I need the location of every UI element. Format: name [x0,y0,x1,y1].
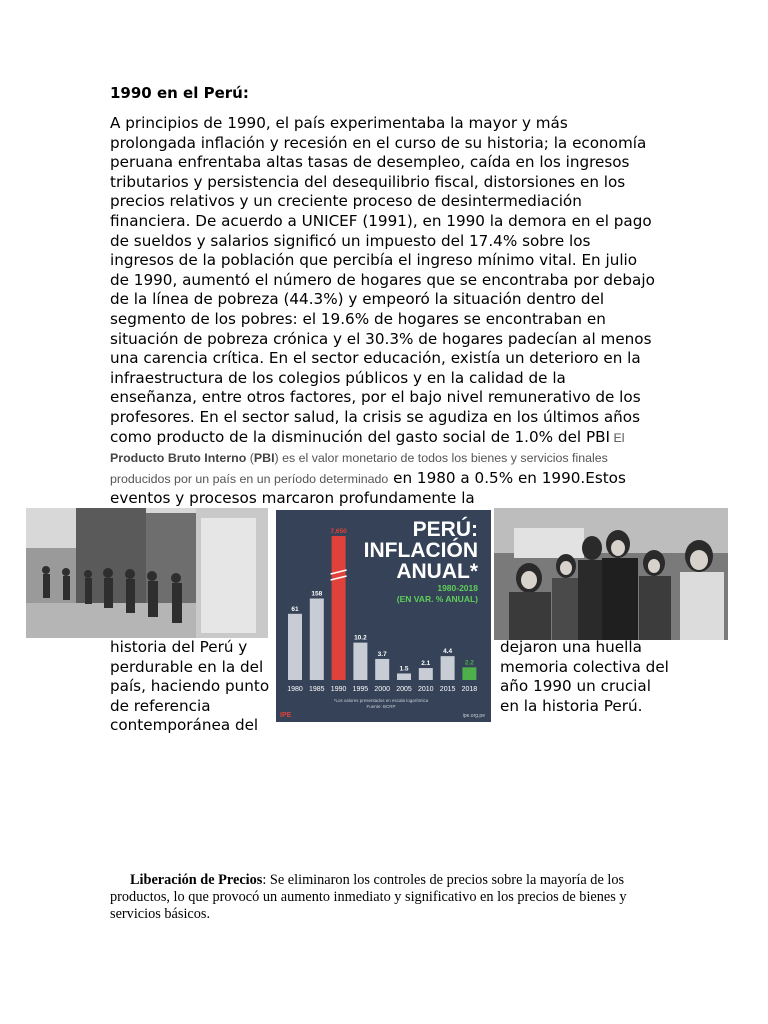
bar-label-1995: 10.2 [354,634,367,642]
right-column-text: dejaron una huella memoria colectiva del año 1990 un crucial en la historia Perú. [500,638,669,715]
x-tick-2010: 2010 [418,686,434,693]
bar-1990 [332,536,346,680]
bar-2010 [419,668,433,680]
bar-1985 [310,598,324,680]
chart-source: Fuente: BCRP [366,704,396,709]
pbi-abbr: PBI [253,451,275,466]
bar-label-1985: 158 [311,590,323,598]
bar-label-2018: 2.2 [464,659,474,667]
liberacion-term: Liberación de Precios [130,872,263,888]
liberacion-paragraph [110,872,650,924]
inflation-chart [276,510,491,722]
bar-label-1990: 7,650 [330,528,347,535]
bar-2005 [397,673,411,680]
main-paragraph [110,114,655,509]
x-tick-2005: 2005 [396,686,412,693]
bar-label-2005: 1.5 [399,665,409,673]
section-heading: 1990 en el Perú: [110,84,249,102]
bar-2000 [375,659,389,680]
chart-url: ipe.org.pe [462,713,485,719]
chart-svg [276,510,491,722]
bar-label-2010: 2.1 [421,660,431,668]
queue-photo [26,508,268,638]
pbi-definition: El Producto Bruto Interno (PBI) es el valor monetario de todos los bienes y servicios finales producidos por un país en un período determinado [110,430,625,486]
x-tick-1985: 1985 [309,686,325,693]
x-tick-2018: 2018 [461,686,478,693]
bar-label-2015: 4.4 [443,648,453,656]
paragraph-tail: en 1980 a 0.5% en 1990.Estos eventos y procesos marcaron profundamente la [110,468,626,508]
bar-label-1980: 61 [291,605,299,613]
bar-1980 [288,614,302,680]
pbi-term: Producto Bruto Interno [110,451,247,466]
bar-2018 [462,667,476,680]
chart-title-line-1: PERÚ: [412,518,478,541]
chart-title-line-3: ANUAL* [396,560,478,583]
chart-subtitle-line-1: 1980-2018 [437,583,478,593]
left-column-text: historia del Perú y perdurable en la del país, haciendo punto de referencia contemporánea del [110,638,270,735]
ipe-logo: IPE [280,712,292,719]
fujimori-photo [494,508,728,640]
liberacion-text: : Se eliminaron los controles de precios sobre la mayoría de los productos, lo que provocó un aumento inmediato y significativo en los precios de bienes y servicios básicos. [110,872,627,923]
chart-title-line-2: INFLACIÓN [363,539,478,562]
bar-label-2000: 3.7 [377,650,387,658]
x-tick-1995: 1995 [352,686,369,693]
bar-2015 [441,656,455,680]
paragraph-text: A principios de 1990, el país experimentaba la mayor y más prolongada inflación y recesión en el curso de su historia; la economía peruana enfrentaba altas tasas de desempleo, caída en los ingresos tributarios y persistencia del desequilibrio fiscal, distorsiones en los precios relativos y un creciente proceso de desintermediación financiera. De acuerdo a UNICEF (1991), en 1990 la demora en el pago de sueldos y salarios significó un impuesto del 17.4% sobre los ingresos de la población que percibía el ingreso mínimo vital. En julio de 1990, aumentó el número de hogares que se encontraba por debajo de la línea de pobreza (44.3%) y empeoró la situación dentro del segmento de los pobres: el 19.6% de hogares se encontraban en situación de pobreza crónica y el 30.3% de hogares padecían al menos una carencia crítica. En el sector educación, existía un deterioro en la infraestructura de los colegios públicos y en la calidad de la enseñanza, entre otros factores, por el bajo nivel remunerativo de los profesores. En el sector salud, la crisis se agudiza en los últimos años como producto de la disminución del gasto social de 1.0% del PBI [110,114,655,446]
bar-1995 [353,643,367,680]
chart-subtitle-line-2: (EN VAR. % ANUAL) [396,594,478,604]
x-tick-2000: 2000 [374,686,390,693]
x-tick-1990: 1990 [330,686,347,693]
chart-footnote: *Los valores presentados en escala logarítmica [333,698,429,703]
x-tick-2015: 2015 [439,686,456,693]
x-tick-1980: 1980 [287,686,303,693]
